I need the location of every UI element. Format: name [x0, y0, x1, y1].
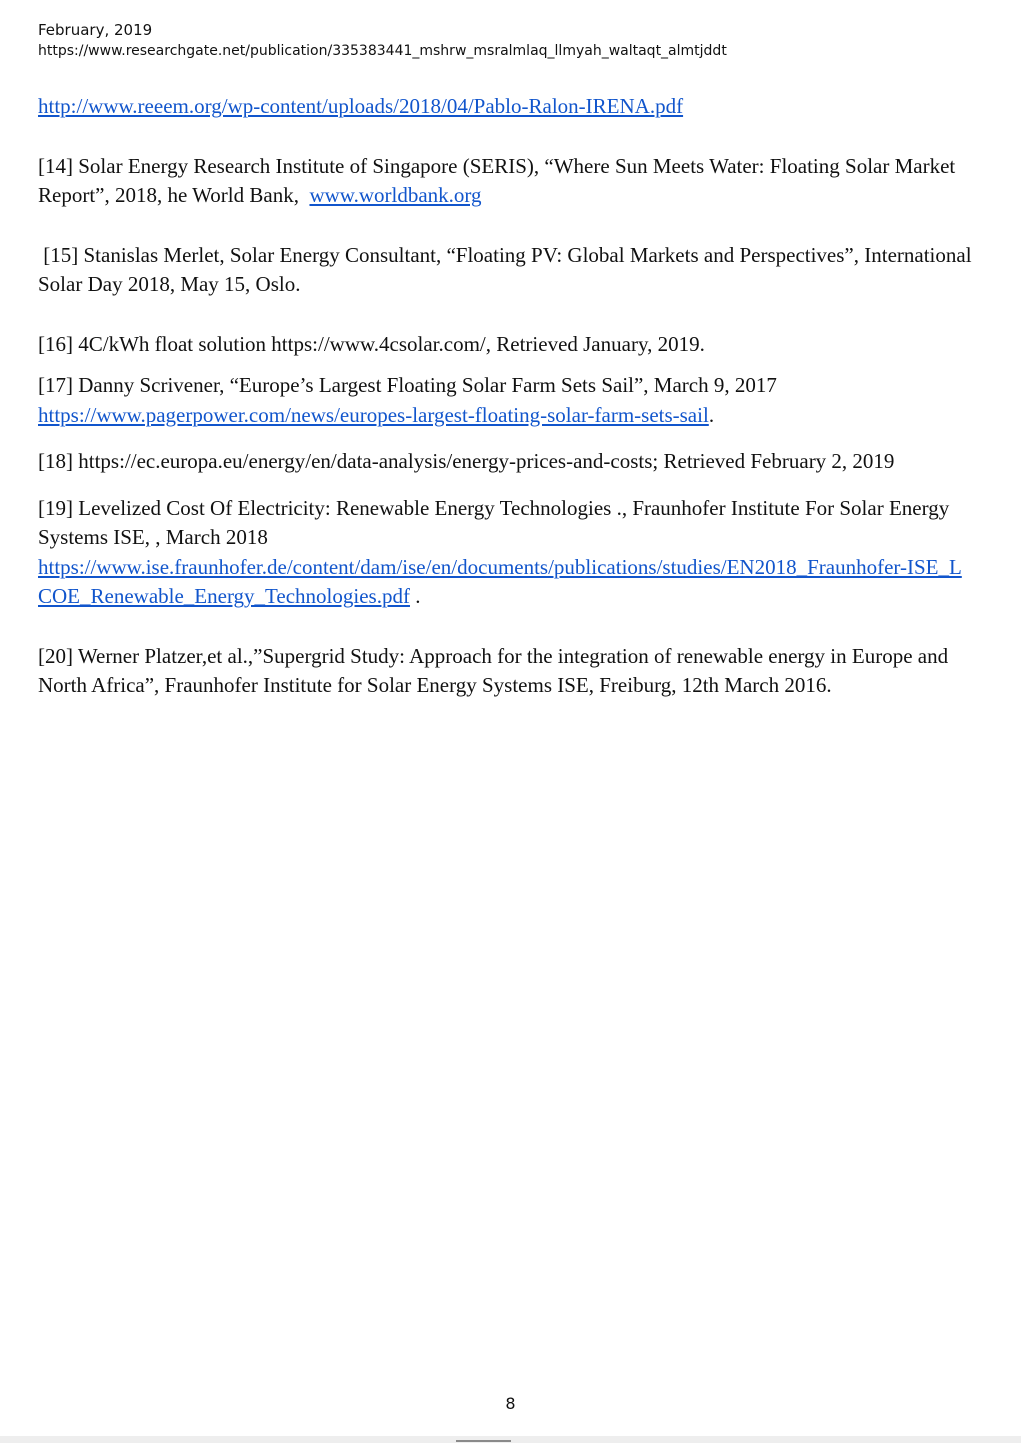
reference-20: [20] Werner Platzer,et al.,”Supergrid Study: Approach for the integration of renewable energy in Europe and North Africa”, Fraunhofer Institute for Solar Energy Systems ISE, Freiburg, 12th March 2016. — [38, 643, 949, 697]
reference-19-text: [19] Levelized Cost Of Electricity: Renewable Energy Technologies ., Fraunhofer Institute For Solar Energy Systems ISE, , March 2018 — [38, 495, 950, 549]
page-header — [38, 20, 727, 62]
reference-19-tail: . — [409, 584, 421, 608]
reference-13-link-line — [38, 92, 973, 122]
reference-13-link[interactable]: http://www.reeem.org/wp-content/uploads/2018/04/Pablo-Ralon-IRENA.pdf — [38, 94, 684, 118]
reference-19-link[interactable]: https://www.ise.fraunhofer.de/content/dam/ise/en/documents/publications/studies/EN2018_Fraunhofer-ISE_LCOE_Renewable_Energy_Technologies.pdf — [38, 554, 962, 608]
reference-15 — [38, 241, 973, 300]
reference-14-link[interactable]: www.worldbank.org — [309, 183, 482, 207]
reference-17-link[interactable]: https://www.pagerpower.com/news/europes-largest-floating-solar-farm-sets-sail — [38, 402, 709, 427]
page-indicator-mark — [456, 1440, 511, 1442]
references-list — [38, 92, 973, 701]
reference-17 — [38, 371, 973, 430]
reference-17-text: [17] Danny Scrivener, “Europe’s Largest Floating Solar Farm Sets Sail”, March 9, 2017 — [38, 373, 777, 397]
page-number: 8 — [505, 1394, 516, 1413]
header-source-url: https://www.researchgate.net/publication/335383441_mshrw_msralmlaq_llmyah_waltaqt_almtjddt — [38, 43, 727, 59]
reference-14 — [38, 152, 973, 211]
reference-17-tail: . — [708, 402, 715, 427]
reference-15-text: [15] Stanislas Merlet, Solar Energy Consultant, “Floating PV: Global Markets and Perspectives”, International Solar Day 2018, May 15, Oslo. — [38, 242, 972, 296]
reference-18: [18] https://ec.europa.eu/energy/en/data-analysis/energy-prices-and-costs; Retrieved February 2, 2019 — [38, 449, 895, 473]
reference-14-text: [14] Solar Energy Research Institute of Singapore (SERIS), “Where Sun Meets Water: Floating Solar Market Report”, 2018, he World Bank, — [38, 153, 956, 207]
reference-16: [16] 4C/kWh float solution https://www.4csolar.com/, Retrieved January, 2019. — [38, 331, 705, 356]
header-date: February, 2019 — [38, 21, 153, 39]
reference-19 — [38, 494, 973, 612]
